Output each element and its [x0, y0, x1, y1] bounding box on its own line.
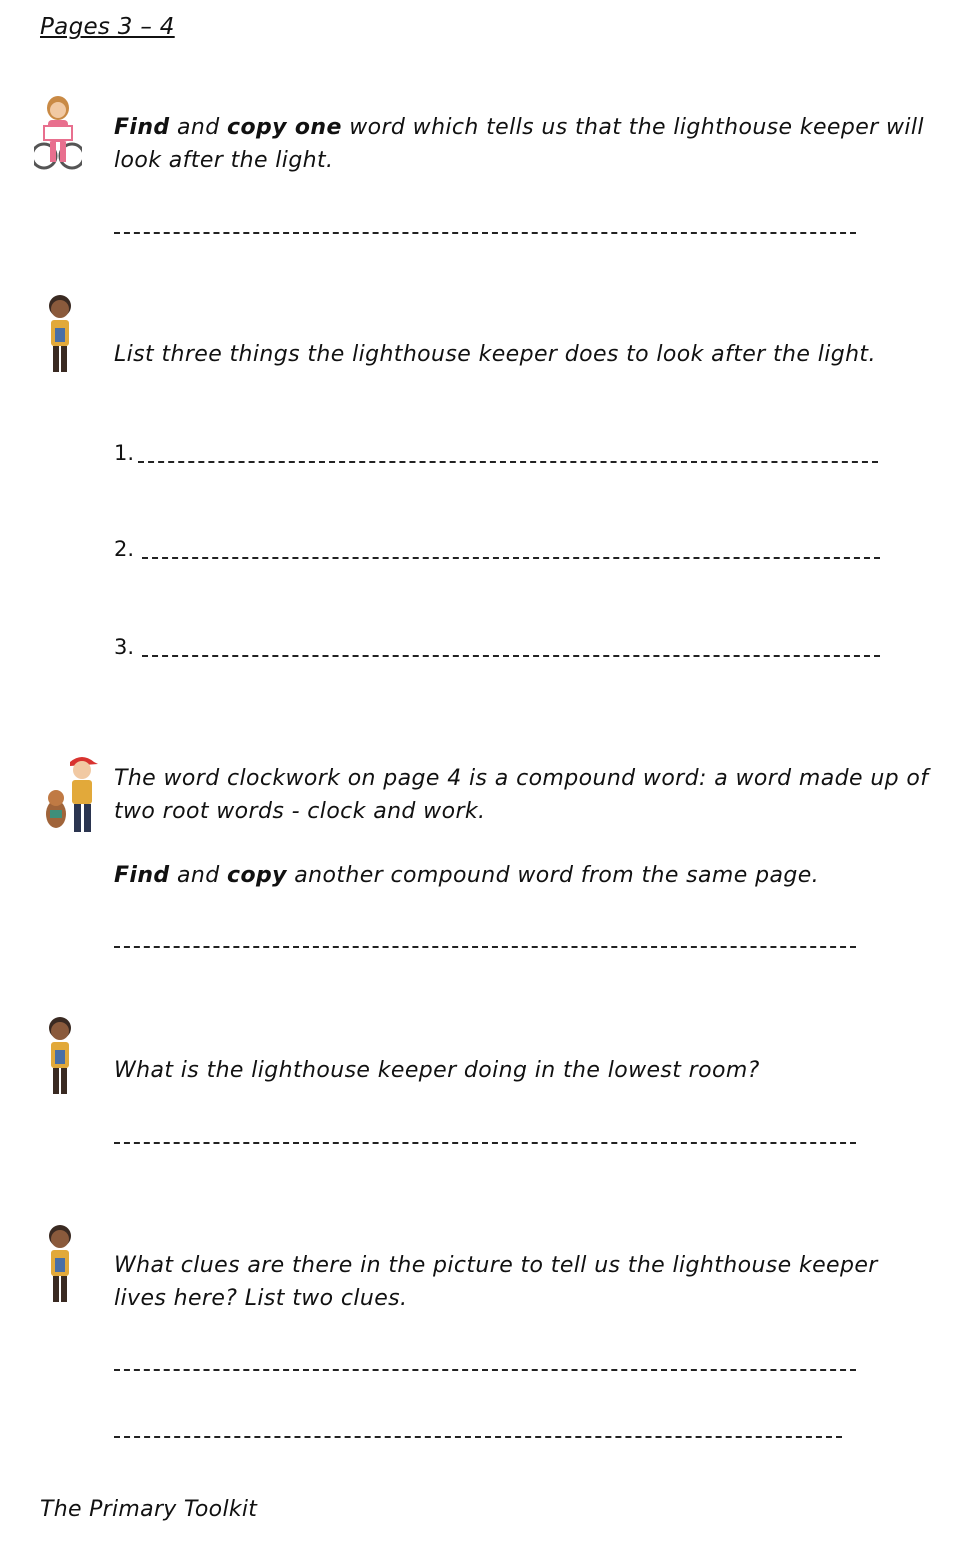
answer-line-1[interactable]: [114, 232, 856, 234]
answer-line-5a[interactable]: [114, 1369, 856, 1371]
item-number-1: 1.: [114, 441, 135, 465]
footer-brand: The Primary Toolkit: [40, 1497, 258, 1522]
question-4: What is the lighthouse keeper doing in the lowest room?: [114, 1058, 760, 1083]
item-number-3: 3.: [114, 635, 135, 659]
question-3: Find and copy another compound word from the same page.: [114, 863, 820, 888]
page-header: Pages 3 – 4: [40, 14, 175, 40]
boy-with-dog-icon: [44, 752, 100, 836]
girl-wheelchair-icon: [34, 94, 82, 174]
question-3-intro: The word clockwork on page 4 is a compound word: a word made up of two root words - clock and work.: [114, 766, 929, 824]
answer-line-2b[interactable]: [142, 557, 880, 559]
boy-with-book-icon: [42, 292, 78, 380]
boy-with-book-icon: [42, 1014, 78, 1102]
answer-line-4[interactable]: [114, 1142, 856, 1144]
question-1: Find and copy one word which tells us that the lighthouse keeper will look after the light.: [114, 115, 924, 173]
answer-line-2a[interactable]: [138, 461, 878, 463]
answer-line-3[interactable]: [114, 946, 856, 948]
item-number-2: 2.: [114, 537, 135, 561]
answer-line-5b[interactable]: [114, 1436, 842, 1438]
question-2: List three things the lighthouse keeper does to look after the light.: [114, 342, 876, 367]
answer-line-2c[interactable]: [142, 655, 880, 657]
question-5: What clues are there in the picture to tell us the lighthouse keeper lives here? List two clues.: [114, 1253, 878, 1311]
boy-with-book-icon: [42, 1222, 78, 1310]
